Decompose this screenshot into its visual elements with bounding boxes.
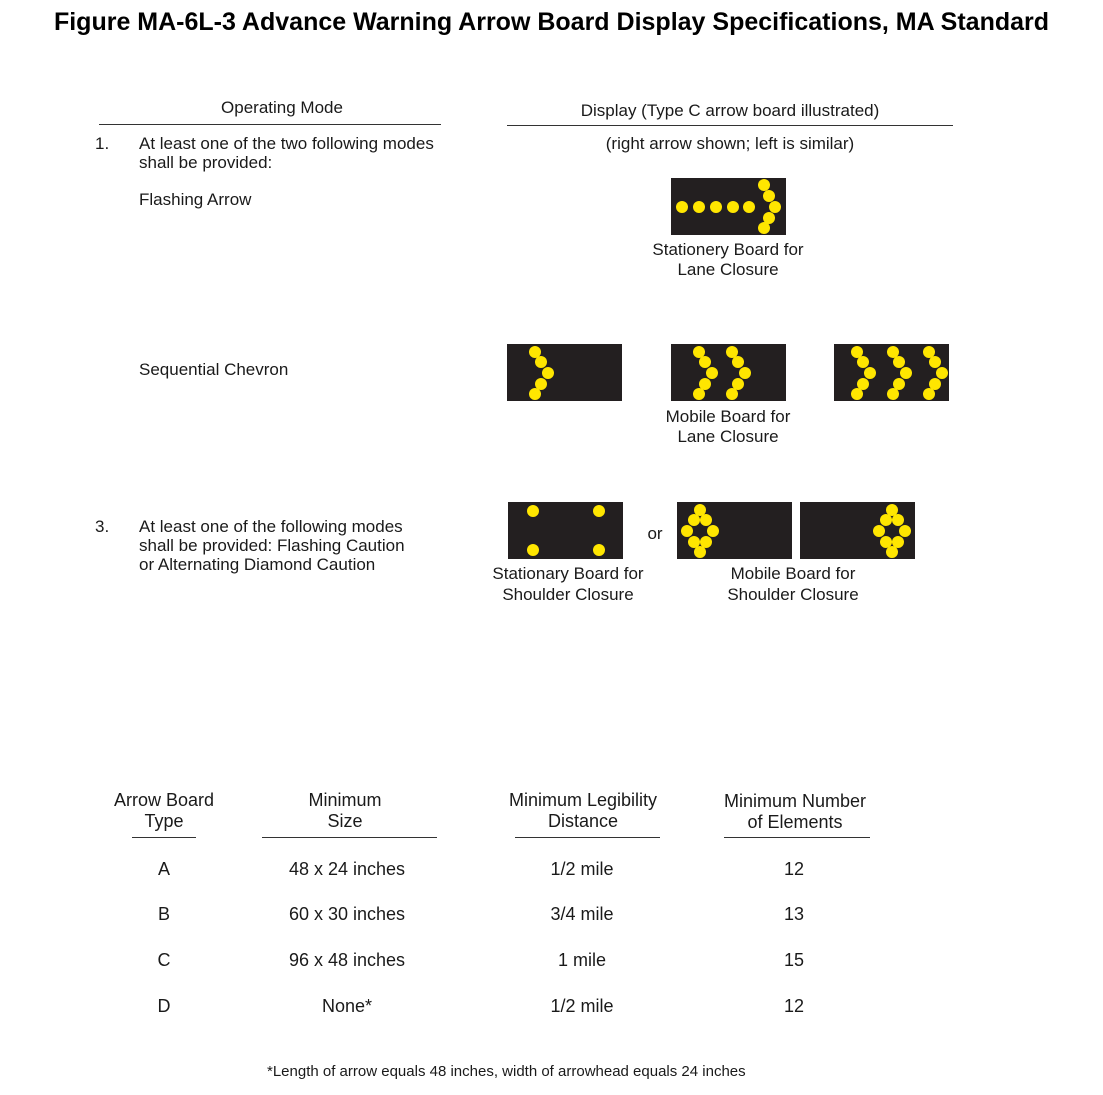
table-header-size-line2: Size bbox=[327, 811, 363, 831]
lamp bbox=[886, 546, 898, 558]
lamp bbox=[700, 514, 712, 526]
lamp bbox=[542, 367, 554, 379]
display-note: (right arrow shown; left is similar) bbox=[605, 134, 855, 153]
item-1-text-line1: At least one of the two following modes bbox=[139, 134, 434, 153]
lamp bbox=[899, 525, 911, 537]
table-cell-distance: 1/2 mile bbox=[550, 859, 614, 879]
lamp bbox=[699, 356, 711, 368]
table-cell-elements: 13 bbox=[783, 904, 805, 924]
lamp bbox=[676, 201, 688, 213]
lamp bbox=[857, 356, 869, 368]
lamp bbox=[900, 367, 912, 379]
lamp bbox=[707, 525, 719, 537]
table-header-elements-rule bbox=[724, 837, 870, 838]
lamp bbox=[936, 367, 948, 379]
item-3-text-line1: At least one of the following modes bbox=[139, 517, 403, 536]
item-3-number: 3. bbox=[95, 517, 110, 536]
lamp bbox=[893, 356, 905, 368]
table-cell-size: None* bbox=[321, 996, 373, 1016]
item-3-text-line3: or Alternating Diamond Caution bbox=[139, 555, 376, 574]
operating-mode-header: Operating Mode bbox=[221, 98, 343, 117]
lamp bbox=[527, 544, 539, 556]
mobile-shoulder-caption-line1: Mobile Board for bbox=[730, 564, 856, 583]
lamp bbox=[593, 505, 605, 517]
lamp bbox=[732, 356, 744, 368]
table-cell-size: 48 x 24 inches bbox=[288, 859, 406, 879]
lamp bbox=[529, 388, 541, 400]
table-cell-type: A bbox=[157, 859, 170, 879]
table-header-type-rule bbox=[132, 837, 196, 838]
chevron-board-step-1 bbox=[507, 344, 622, 401]
footnote: *Length of arrow equals 48 inches, width of arrowhead equals 24 inches bbox=[267, 1063, 746, 1080]
lamp bbox=[693, 201, 705, 213]
table-header-elements-line2: of Elements bbox=[747, 812, 843, 832]
stationary-lane-caption-line2: Lane Closure bbox=[677, 260, 779, 279]
table-cell-elements: 12 bbox=[783, 996, 805, 1016]
mobile-shoulder-caption-line2: Shoulder Closure bbox=[727, 585, 859, 604]
table-header-type bbox=[94, 790, 234, 832]
table-header-distance-line1: Minimum Legibility bbox=[508, 790, 658, 810]
lamp bbox=[688, 514, 700, 526]
table-cell-elements: 12 bbox=[783, 859, 805, 879]
lamp bbox=[710, 201, 722, 213]
stationary-shoulder-caption-line1: Stationary Board for bbox=[492, 564, 644, 583]
flashing-arrow-label: Flashing Arrow bbox=[139, 190, 252, 209]
table-cell-elements: 15 bbox=[783, 950, 805, 970]
table-header-distance-line2: Distance bbox=[547, 811, 619, 831]
page-title: Figure MA-6L-3 Advance Warning Arrow Board Display Specifications, MA Standard bbox=[53, 8, 1050, 36]
lamp bbox=[527, 505, 539, 517]
item-1-number: 1. bbox=[95, 134, 110, 153]
flashing-arrow-board bbox=[671, 178, 786, 235]
lamp bbox=[706, 367, 718, 379]
lamp bbox=[851, 388, 863, 400]
table-cell-type: B bbox=[157, 904, 170, 924]
table-header-size bbox=[262, 790, 428, 832]
table-cell-type: C bbox=[157, 950, 171, 970]
lamp bbox=[743, 201, 755, 213]
lamp bbox=[726, 388, 738, 400]
table-cell-size: 60 x 30 inches bbox=[288, 904, 406, 924]
item-3-text-line2: shall be provided: Flashing Caution bbox=[139, 536, 405, 555]
table-cell-distance: 1 mile bbox=[557, 950, 606, 970]
item-1-text-line2: shall be provided: bbox=[139, 153, 273, 172]
table-header-type-line1: Arrow Board bbox=[113, 790, 215, 810]
table-header-distance bbox=[483, 790, 683, 832]
lamp bbox=[864, 367, 876, 379]
flashing-caution-board bbox=[508, 502, 623, 559]
lamp bbox=[887, 388, 899, 400]
lamp bbox=[693, 388, 705, 400]
table-cell-type: D bbox=[157, 996, 171, 1016]
table-header-elements-line1: Minimum Number bbox=[723, 791, 867, 811]
sequential-chevron-label: Sequential Chevron bbox=[139, 360, 289, 379]
chevron-board-step-2 bbox=[671, 344, 786, 401]
lamp bbox=[694, 546, 706, 558]
lamp bbox=[873, 525, 885, 537]
lamp bbox=[593, 544, 605, 556]
table-cell-distance: 1/2 mile bbox=[550, 996, 614, 1016]
display-rule bbox=[507, 125, 953, 126]
lamp bbox=[739, 367, 751, 379]
operating-mode-rule bbox=[99, 124, 441, 125]
table-header-size-rule bbox=[262, 837, 437, 838]
or-text: or bbox=[647, 524, 663, 543]
lamp bbox=[535, 356, 547, 368]
diamond-caution-board-right bbox=[800, 502, 915, 559]
lamp bbox=[681, 525, 693, 537]
table-cell-size: 96 x 48 inches bbox=[288, 950, 406, 970]
lamp bbox=[758, 222, 770, 234]
table-header-type-line2: Type bbox=[144, 811, 184, 831]
mobile-lane-caption-line1: Mobile Board for bbox=[665, 407, 791, 426]
lamp bbox=[880, 514, 892, 526]
table-header-distance-rule bbox=[515, 837, 660, 838]
stationary-lane-caption-line1: Stationery Board for bbox=[652, 240, 804, 259]
lamp bbox=[923, 388, 935, 400]
table-header-size-line1: Minimum bbox=[308, 790, 382, 810]
lamp bbox=[892, 514, 904, 526]
stationary-shoulder-caption-line2: Shoulder Closure bbox=[502, 585, 634, 604]
mobile-lane-caption-line2: Lane Closure bbox=[677, 427, 779, 446]
lamp bbox=[727, 201, 739, 213]
table-cell-distance: 3/4 mile bbox=[550, 904, 614, 924]
table-header-elements bbox=[700, 791, 890, 833]
lamp bbox=[769, 201, 781, 213]
display-header: Display (Type C arrow board illustrated) bbox=[580, 101, 880, 120]
diamond-caution-board-left bbox=[677, 502, 792, 559]
lamp bbox=[929, 356, 941, 368]
chevron-board-step-3 bbox=[834, 344, 949, 401]
